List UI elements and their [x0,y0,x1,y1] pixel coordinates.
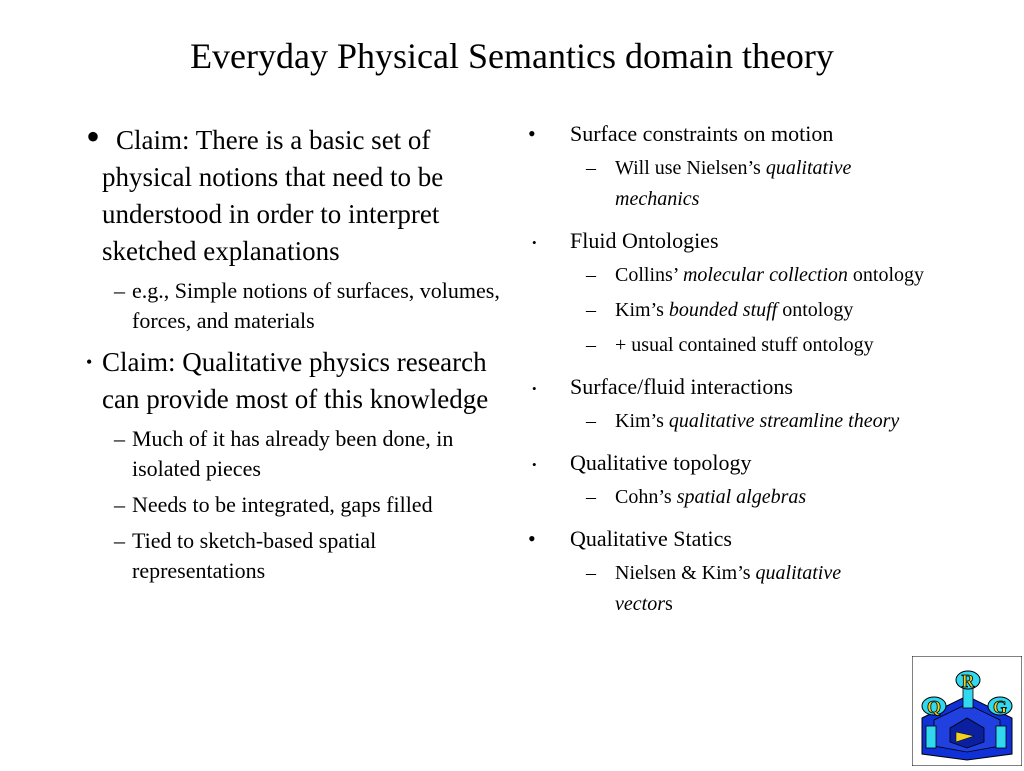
dash-icon: – [586,334,596,356]
bullet-text: Surface constraints on motion [570,121,834,146]
sub-bullet-text-end: ontology [777,299,854,321]
sub-bullet-emphasis: bounded stuff [668,299,778,321]
dash-icon: – [586,299,596,321]
dash-icon: – [114,278,125,303]
right-sub-bullet [528,260,928,291]
dash-icon: – [586,562,596,584]
dash-icon: – [586,157,596,179]
dash-icon: – [114,528,125,553]
sub-bullet-emphasis: qualitative mechanics [615,157,852,210]
sub-bullet-emphasis: qualitative streamline theory [668,410,900,432]
bullet-icon: • [528,121,536,146]
bullet-icon: • [528,526,536,551]
bullet-text: Qualitative topology [570,450,752,475]
sub-bullet-emphasis: spatial algebras [676,486,807,508]
bullet-icon: • [532,381,537,396]
bullet-text: Claim: There is a basic set of physical notions that need to be understood in order to interpret sketched explanations [102,125,444,266]
bullet-text: Claim: Qualitative physics research can provide most of this knowledge [102,347,489,414]
bullet-text: Qualitative Statics [570,526,732,551]
bullet-text: Surface/fluid interactions [570,374,793,399]
sub-bullet-text: Will use Nielsen’s [615,157,766,179]
sub-bullet-text: Kim’s [615,299,669,321]
logo-letter-r: R [961,671,975,691]
qrg-logo-icon [912,656,1022,766]
right-bullet-4 [528,447,928,478]
right-sub-bullet [528,558,928,620]
dash-icon: – [114,426,125,451]
bullet-icon: • [86,352,93,372]
sub-bullet-emphasis: qualitative vector [615,562,842,615]
sub-bullet-text: + usual contained stuff ontology [615,334,874,356]
sub-bullet-text-end: ontology [847,264,925,286]
right-bullet-2 [528,225,928,256]
right-bullet-3 [528,371,928,402]
left-sub-bullet [86,276,506,336]
right-sub-bullet [528,330,928,361]
left-column [86,114,506,586]
right-sub-bullet [528,482,928,513]
sub-bullet-text: Nielsen & Kim’s [615,562,756,584]
sub-bullet-text: Much of it has already been done, in isolated pieces [132,426,454,481]
right-bullet-1 [528,118,928,149]
slide-title: Everyday Physical Semantics domain theory [190,36,834,76]
sub-bullet-text: e.g., Simple notions of surfaces, volumes, forces, and materials [132,278,500,333]
left-sub-bullet [86,526,506,586]
logo-letter-q: Q [926,697,942,717]
left-bullet-1 [86,114,506,270]
sub-bullet-text: Collins’ [615,264,683,286]
dash-icon: – [114,492,125,517]
bullet-icon: • [86,114,101,159]
sub-bullet-emphasis: molecular collection [682,264,848,286]
right-sub-bullet [528,295,928,326]
sub-bullet-text: Needs to be integrated, gaps filled [132,492,433,517]
logo-letter-g: G [992,697,1008,717]
qrg-logo [912,656,1022,766]
right-sub-bullet [528,153,928,215]
sub-bullet-text: Cohn’s [615,486,677,508]
dash-icon: – [586,486,596,508]
sub-bullet-text: Kim’s [615,410,669,432]
left-bullet-2 [86,344,506,418]
sub-bullet-text: Tied to sketch-based spatial representations [132,528,377,583]
bullet-text: Fluid Ontologies [570,228,719,253]
left-sub-bullet [86,490,506,520]
sub-bullet-text-end: s [664,593,673,615]
dash-icon: – [586,264,596,286]
left-sub-bullet [86,424,506,484]
right-sub-bullet [528,406,928,437]
dash-icon: – [586,410,596,432]
bullet-icon: • [532,457,537,472]
bullet-icon: • [532,235,537,250]
right-column [528,118,928,620]
right-bullet-5 [528,523,928,554]
